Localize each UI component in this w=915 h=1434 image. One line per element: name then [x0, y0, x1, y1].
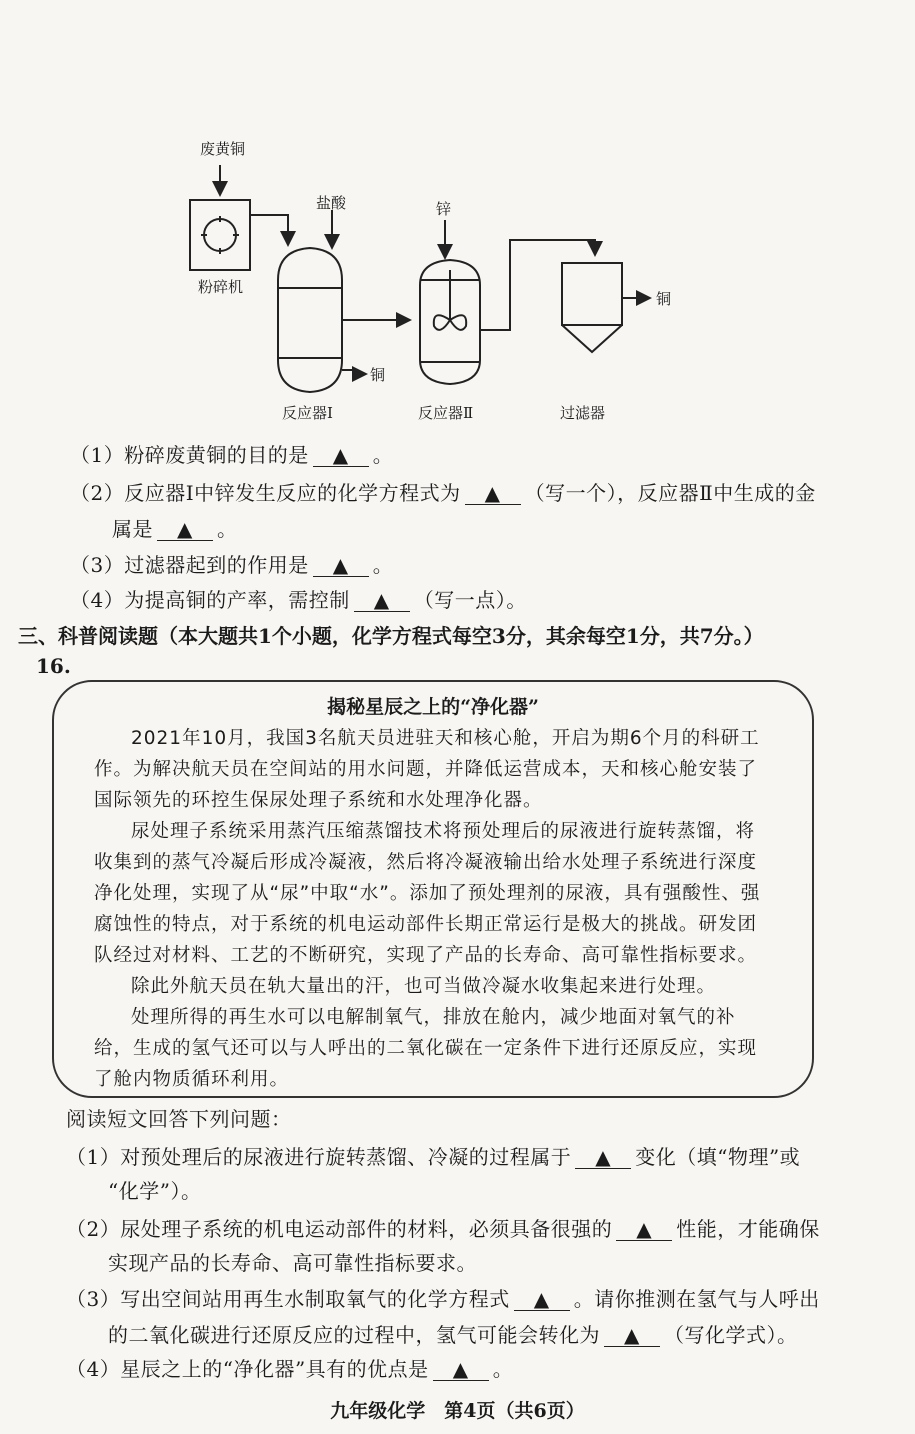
label-reactor-2: 反应器Ⅱ	[418, 404, 474, 422]
passage-paragraph: 除此外航天员在轨大量出的汗，也可当做冷凝水收集起来进行处理。	[131, 976, 717, 997]
q15-item-1-text: （1）粉碎废黄铜的目的是	[70, 443, 309, 467]
q16-item-4-tail: 。	[492, 1357, 514, 1381]
q16-item-3-tail: 。请你推测在氢气与人呼出	[573, 1287, 820, 1311]
passage-paragraph: 尿处理子系统采用蒸汽压缩蒸馏技术将预处理后的尿液进行旋转蒸馏，将收集到的蒸气冷凝后形成冷凝液，然后将冷凝液输出给水处理子系统进行深度净化处理，实现了从“尿”中取“水”。添加了预处理剂的尿液，具有强酸性、强腐蚀性的特点，对于系统的机电运动部件长期正常运行是极大的挑战。研发团队经过对材料、工艺的不断研究，实现了产品的长寿命、高可靠性指标要求。	[94, 821, 761, 966]
q16-item-3-cont-tail: （写化学式）。	[664, 1323, 798, 1347]
q16-item-1	[66, 1142, 800, 1172]
q15-item-2-cont	[112, 514, 238, 544]
q15-item-2-text: （2）反应器Ⅰ中锌发生反应的化学方程式为	[70, 481, 461, 505]
label-filter: 过滤器	[560, 404, 606, 422]
answer-blank[interactable]: ▲	[157, 518, 213, 541]
q15-item-4-text: （4）为提高铜的产率，需控制	[70, 588, 350, 612]
answer-blank[interactable]: ▲	[465, 482, 521, 505]
label-crusher: 粉碎机	[198, 278, 244, 296]
q16-item-3-text: （3）写出空间站用再生水制取氧气的化学方程式	[66, 1287, 510, 1311]
passage-paragraph: 处理所得的再生水可以电解制氧气，排放在舱内，减少地面对氧气的补给，生成的氢气还可以与人呼出的二氧化碳在一定条件下进行还原反应，实现了舱内物质循环利用。	[94, 1007, 758, 1090]
q16-item-2-cont: 实现产品的长寿命、高可靠性指标要求。	[108, 1251, 477, 1275]
answer-blank[interactable]: ▲	[604, 1324, 660, 1347]
q15-item-3-tail: 。	[372, 553, 394, 577]
q16-item-4	[66, 1354, 513, 1384]
q15-item-1-tail: 。	[372, 443, 394, 467]
q15-item-2-cont-tail: 。	[217, 517, 238, 541]
answer-blank[interactable]: ▲	[313, 554, 369, 577]
answer-blank[interactable]: ▲	[433, 1358, 489, 1381]
q16-item-1-cont: “化学”）。	[108, 1179, 202, 1203]
q16-item-2-tail: 性能，才能确保	[676, 1217, 820, 1241]
flow-diagram-drawing	[170, 130, 690, 430]
passage-title: 揭秘星辰之上的“净化器”	[327, 696, 539, 718]
q16-item-3-cont	[108, 1320, 798, 1350]
answer-blank[interactable]: ▲	[575, 1146, 631, 1169]
filter-vessel	[562, 263, 622, 325]
q16-item-3	[66, 1284, 820, 1314]
q15-item-2-tail: （写一个），反应器Ⅱ中生成的金	[524, 481, 816, 505]
q15-item-3-text: （3）过滤器起到的作用是	[70, 553, 309, 577]
label-copper-filter: 铜	[656, 290, 672, 308]
page-footer: 九年级化学 第4页（共6页）	[330, 1400, 585, 1422]
q15-item-3	[70, 550, 393, 580]
q15-item-2	[70, 478, 816, 508]
label-zinc: 锌	[436, 200, 452, 218]
question-number-16: 16.	[36, 654, 71, 678]
crusher-box	[190, 200, 250, 270]
q16-item-2-text: （2）尿处理子系统的机电运动部件的材料，必须具备很强的	[66, 1217, 613, 1241]
q15-item-4	[70, 585, 527, 615]
q16-item-3-cont-text: 的二氧化碳进行还原反应的过程中，氢气可能会转化为	[108, 1323, 600, 1347]
q16-item-4-text: （4）星辰之上的“净化器”具有的优点是	[66, 1357, 429, 1381]
q16-item-1-tail: 变化（填“物理”或	[635, 1145, 801, 1169]
section-3-heading: 三、科普阅读题（本大题共1个小题，化学方程式每空3分，其余每空1分，共7分。）	[18, 624, 764, 648]
process-flow-diagram	[170, 130, 690, 430]
q15-item-4-tail: （写一点）。	[413, 588, 527, 612]
q16-intro: 阅读短文回答下列问题：	[66, 1107, 292, 1131]
q15-item-2-cont-text: 属是	[112, 517, 153, 541]
q16-item-1-text: （1）对预处理后的尿液进行旋转蒸馏、冷凝的过程属于	[66, 1145, 572, 1169]
label-copper-reactor1: 铜	[370, 366, 386, 384]
label-reactor-1: 反应器Ⅰ	[282, 404, 333, 422]
answer-blank[interactable]: ▲	[514, 1288, 570, 1311]
q15-item-1	[70, 440, 393, 470]
answer-blank[interactable]: ▲	[616, 1218, 672, 1241]
passage-paragraph: 2021年10月，我国3名航天员进驻天和核心舱，开启为期6个月的科研工作。为解决航天员在空间站的用水问题，并降低运营成本，天和核心舱安装了国际领先的环控生保尿处理子系统和水处理净化器。	[94, 728, 760, 811]
q16-item-2	[66, 1214, 820, 1244]
answer-blank[interactable]: ▲	[354, 589, 410, 612]
answer-blank[interactable]: ▲	[313, 444, 369, 467]
reading-passage-box	[52, 680, 814, 1098]
reactor-1-vessel	[278, 248, 342, 392]
label-scrap-brass: 废黄铜	[200, 140, 246, 158]
label-hydrochloric-acid: 盐酸	[316, 194, 347, 212]
